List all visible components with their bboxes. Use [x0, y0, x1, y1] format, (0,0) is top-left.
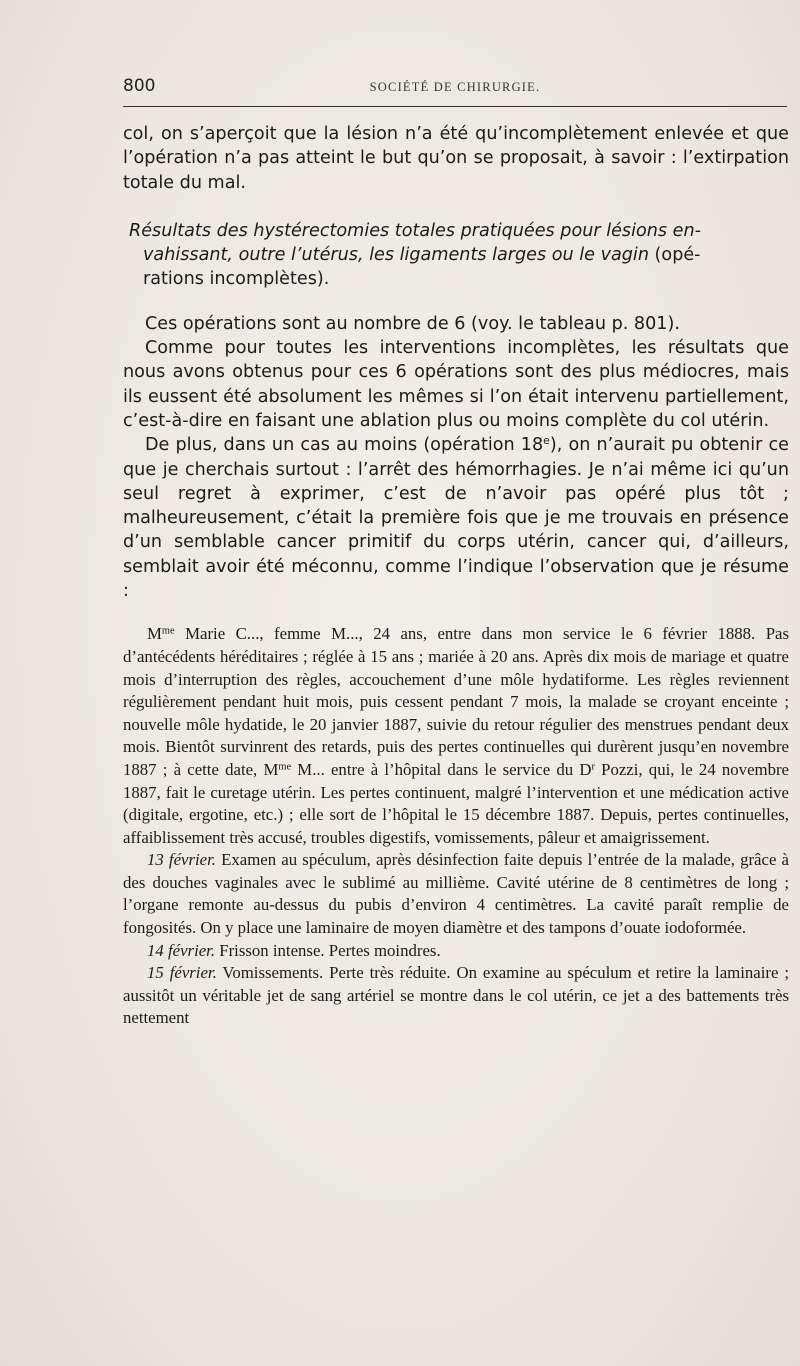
obs-madame: M: [147, 624, 162, 644]
obs-text-b: M... entre à l’hôpital dans le service du D: [291, 759, 592, 779]
paragraph-results: Comme pour toutes les interventions incomplètes, les résultats que nous avons obtenus pour ces 6 opérations sont des plus médiocres, mais ils eussent été absolument les mêmes si l’on était intervenu partiellement, c’est-à-dire en faisant une ablation plus ou moins complète du col utérin.: [123, 338, 789, 431]
ordinal-sup: e: [543, 434, 550, 448]
page-number: 800: [123, 76, 156, 96]
section-heading-normal: (opé-: [648, 245, 701, 266]
paragraph-operations-count: Ces opérations sont au nombre de 6 (voy. le tableau p. 801).: [145, 313, 680, 334]
section-heading-italic-1: Résultats des hystérectomies totales pratiquées pour lésions en-: [129, 220, 701, 241]
obs-docteur-sup: r: [591, 761, 595, 773]
paragraph-hemorrhage: [123, 433, 789, 603]
section-heading-italic-2: vahissant, outre l’utérus, les ligaments larges ou le vagin: [143, 245, 649, 266]
observation-paragraph-15: [123, 962, 789, 1030]
obs-text-13: Examen au spéculum, après désinfection faite depuis l’entrée de la malade, grâce à des douches vaginales avec le sublimé au millième. Cavité utérine de 8 centimètres de long ; l’organe remonte au-dessus du pubis d’environ 4 centimètres. La cavité paraît remplie de fongosités. On y place une laminaire de moyen diamètre et des tampons d’ouate iodoformée.: [123, 850, 789, 938]
obs-madame-sup-2: me: [278, 761, 292, 773]
paragraph-continuation: col, on s’aperçoit que la lésion n’a été qu’incomplètement enlevée et que l’opération n’a pas atteint le but qu’on se proposait, à savoir : l’extirpation totale du mal.: [123, 124, 789, 193]
obs-date-14: 14 février.: [147, 940, 216, 960]
obs-date-15: 15 février.: [147, 963, 217, 983]
section-heading-cont: rations incomplètes).: [143, 269, 330, 290]
obs-text-14: Frisson intense. Pertes moindres.: [215, 940, 441, 960]
observation-paragraph-14: [123, 940, 789, 963]
header-rule: [123, 106, 787, 107]
observation-block: [123, 623, 789, 1030]
section-heading: [123, 219, 789, 292]
paragraph-hemorrhage-b: ), on n’aurait pu obtenir ce que je cherchais surtout : l’arrêt des hémorrhagies. Je n’ai même ici qu’un seul regret à exprimer, c’est de n’avoir pas opéré plus tôt ; malheureusement, c’était la première fois que je me trouvais en présence d’un semblable cancer primitif du corps utérin, cancer qui, d’ailleurs, semblait avoir été méconnu, comme l’indique l’observation que je résume :: [123, 435, 790, 602]
obs-date-13: 13 février.: [147, 850, 217, 870]
page-header: [123, 76, 787, 100]
obs-madame-sup: me: [161, 625, 175, 637]
observation-paragraph-13: [123, 849, 789, 939]
page-body: [123, 122, 789, 1030]
obs-text-c: Pozzi, qui, le 24 novembre 1887, fait le curetage utérin. Les pertes continuent, malgré l’intervention et une médication active (digitale, ergotine, etc.) ; elle sort de l’hôpital le 15 décembre 1887. Depuis, pertes continuelles, affaiblissement très accusé, troubles digestifs, vomissements, pâleur et amaigrissement.: [123, 759, 790, 847]
observation-paragraph-1: [123, 623, 789, 849]
running-title: SOCIÉTÉ DE CHIRURGIE.: [369, 80, 541, 94]
paragraph-hemorrhage-a: De plus, dans un cas au moins (opération 18: [145, 435, 544, 456]
obs-text-15: Vomissements. Perte très réduite. On examine au spéculum et retire la laminaire ; aussitôt un véritable jet de sang artériel se montre dans le col utérin, ce jet a des battements très nettement: [123, 963, 790, 1028]
obs-text-a: Marie C..., femme M..., 24 ans, entre dans mon service le 6 février 1888. Pas d’antécédents héréditaires ; réglée à 15 ans ; mariée à 20 ans. Après dix mois de mariage et quatre mois d’interruption des règles, accouchement d’une môle hydatiforme. Les règles reviennent régulièrement pendant huit mois, puis cessent pendant 7 mois, la malade se croyant enceinte ; nouvelle môle hydatide, le 20 janvier 1887, suivie du retour régulier des menstrues pendant deux mois. Bientôt survinrent des retards, puis des pertes continuelles qui durèrent jusqu’en novembre 1887 ; à cette date, M: [123, 624, 789, 779]
